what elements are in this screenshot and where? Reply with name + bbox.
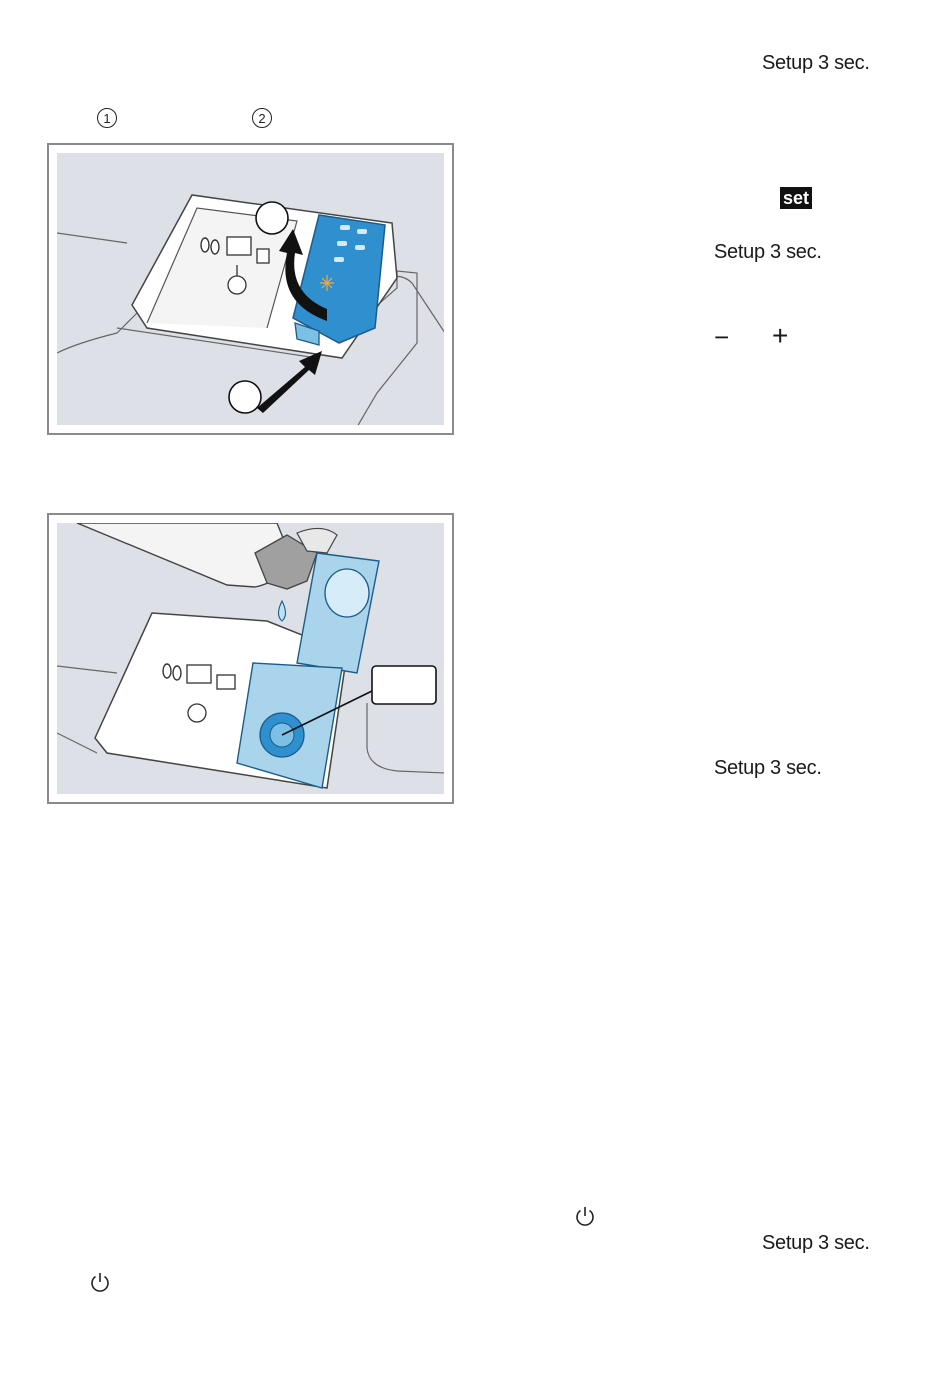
figure-fill-rinse-aid-panel [57,523,444,794]
refill-illustration [57,523,444,794]
figure-fill-rinse-aid [47,513,454,804]
setup-text-bottom: Setup 3 sec. [762,1232,870,1254]
setup-text-lower: Setup 3 sec. [714,757,822,779]
callout-circle-2 [256,202,288,234]
step-marker-1: 1 [97,108,117,128]
callout-box-max [372,666,436,704]
power-icon [574,1205,596,1227]
callout-circle-1 [229,381,261,413]
figure-open-dispenser-panel [57,153,444,425]
power-icon [89,1271,111,1293]
set-badge: set [780,187,812,209]
minus-symbol: − [714,322,729,352]
plus-symbol: + [772,320,789,351]
step-marker-2: 2 [252,108,272,128]
figure-open-dispenser [47,143,454,435]
dispenser-illustration [57,153,444,425]
setup-text-middle: Setup 3 sec. [714,241,822,263]
setup-text-top: Setup 3 sec. [762,52,870,74]
